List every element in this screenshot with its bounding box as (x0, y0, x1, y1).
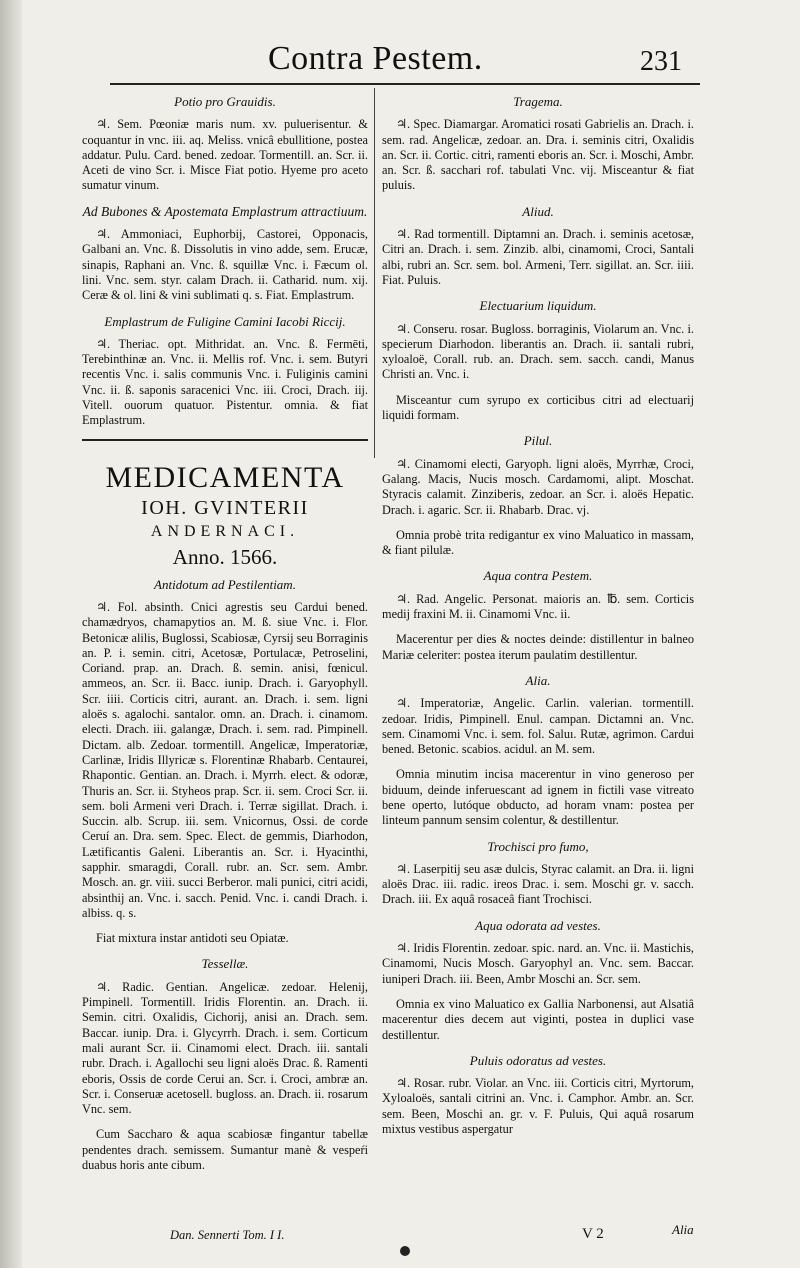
section-heading: Ad Bubones & Apostemata Emplastrum attractiuum. (82, 203, 368, 219)
section-heading: Aqua contra Pestem. (483, 568, 593, 584)
column-divider (374, 88, 375, 458)
recipe-paragraph: ♃. Cinamomi electi, Garyoph. ligni aloës, Myrrhæ, Croci, Galang. Macis, Nucis mosch. Cardamomi, alipt. Moschat. Styracis calamit. Zinziberis, zedoar. an Scr. i. aloës Hepatic. Drach. i. agaric. Scr. ii. Rhabarb. Drac. vj. (382, 456, 694, 517)
section-heading: Alia. (525, 672, 551, 688)
section-heading: Trochisci pro fumo, (487, 838, 589, 854)
section-heading: Aliud. (522, 203, 554, 219)
catchword: Alia (672, 1222, 694, 1237)
recipe-paragraph: Omnia probè trita redigantur ex vino Maluatico in massam, & fiant pilulæ. (382, 527, 694, 558)
section-heading: Puluis odoratus ad vestes. (469, 1052, 607, 1068)
recipe-paragraph: Macerentur per dies & noctes deinde: distillentur in balneo Mariæ celeriter: postea iterum paulatim destillentur. (382, 632, 694, 662)
recipe-paragraph: ♃. Sem. Pœoniæ maris num. xv. puluerisentur. & coquantur in vnc. iii. aq. Meliss. vnicâ ebullitione, postea addatur. Pulu. Card. bened. zedoar. Tormentill. an. Scr. ii. Aceti de vino Scr. i. Misce Fiat potio. Hyeme pro aceto sumatur vinum. (82, 117, 368, 193)
recipe-paragraph: ♃. Theriac. opt. Mithridat. an. Vnc. ß. Fermēti, Terebinthinæ an. Vnc. ii. Mellis rof. Vnc. i. sem. Butyri recentis Vnc. i. salis communis Vnc. i. Fuliginis camini Vnc. ii. ß. saponis saracenici Vnc. iii. Croci, Drach. iij. Vitell. ouorum quatuor. Pistentur. omnia. & fiat Emplastrum. (82, 336, 368, 428)
section-heading: Pilul. (523, 433, 553, 449)
section-heading: Tessellæ. (201, 956, 249, 972)
recipe-paragraph: Cum Saccharo & aqua scabiosæ fingantur tabellæ pendentes drach. semissem. Sumantur manè & vespeŕi duabus horis ante cibum. (82, 1127, 368, 1173)
recipe-paragraph: ♃. Rad tormentill. Diptamni an. Drach. i. seminis acetosæ, Citri an. Drach. i. sem. Zinzib. albi, cinamomi, Croci, Santali albi, rubri an. Scr. sem. bol. Armeni, Terr. sigillat. an. Scr. iiii. Fiat. Puluis. (382, 227, 694, 287)
signature-mark: V 2 (582, 1226, 604, 1242)
recipe-paragraph: ♃. Radic. Gentian. Angelicæ. zedoar. Helenij, Pimpinell. Tormentill. Iridis Florentin. an. Drach. ii. Semin. citri. Oxalidis, Cichorij, anisi an. Drach. sem. Baccar. iunip. Dra. i. Glycyrrh. Drach. i. sem. Corticum mali aurant Scr. ii. Cinamomi elect. Drach. iii. santali rubr. Drach. i. Agallochi seu ligni aloës Drac. ß. Ramenti eboris, Ossis de corde Cerui an. Scr. i. Croci, ambræ an. Scr. i. Conseruæ acetosell. bugloss. an. Drach. ii. rosarum Vnc. sem. (82, 979, 368, 1117)
page-number: 231 (640, 46, 682, 77)
recipe-paragraph: ♃. Fol. absinth. Cnici agrestis seu Cardui bened. chamædryos, chamapytios an. M. ß. siue Vnc. i. Flor. Betonicæ alilis, Buglossi, Scabiosæ, Cyrsij seu Borraginis an. P. i. semin. citri, Acetosæ, Portulacæ, Petroselini, Coriand. prap. an. Drach. ß. semin. anisi, fœnicul. ammeos, an. Scr. ii. Bacc. iunip. Drach. i. Garyophyll. Scr. iiii. Corticis citri, aurant. an. Drach. i. sem. ligni aloës s. agalochi. santalor. omn. an. Drach. i. cinamom. electi. Drach. iii. galangæ, Drach. i. sem. rad. Pimpinell. Dictam. alb. Zedoar. tormentill. Angelicæ, Imperatoriæ, Carlinæ, Iridis Illyricæ s. Florentinæ Rhabarb. Centaurei, Rhapontic. Gentian. an. Drach. i. Myrrh. elect. & odoræ, Thuris an. Scr. ii. Styheos prap. Scr. ii. sem. Croci Scr. ii. sem. boli Armeni veri Drach. i. Terræ sigillat. Drach. i. Succin. alb. Scrup. iii. sem. Vnicornus, Ossi. de corde Ceruí an. Dra. sem. Spec. Elect. de gemmis, Diarhodon, Lætificantis Galeni. Liberantis an. Scr. i. Hyacinthi, sapphir. smaragdi, Corall. rubr. an. Scr. sem. Ambr. Mosch. an. gr. viii. succi Berberor. mali punici, citri acidi, absinthij an. Vnc. i. sacch. Penid. Vnc. i. candi Drach. i. albiss. q. s. (82, 599, 368, 920)
recipe-paragraph: ♃. Rosar. rubr. Violar. an Vnc. iii. Corticis citri, Myrtorum, Xyloaloës, santali citrini an. Vnc. i. Camphor. Ambr. an. Scr. sem. Been, Moschi an. gr. v. F. Puluis, Qui aquâ rosarum mixtus vestibus aspergatur (382, 1076, 694, 1137)
page-title: Contra Pestem. (268, 40, 483, 77)
year-line: Anno. 1566. (172, 544, 278, 569)
recipe-paragraph: Fiat mixtura instar antidoti seu Opiatæ. (96, 931, 289, 946)
author-name: IOH. GVINTERII (141, 496, 309, 519)
section-heading: Aqua odorata ad vestes. (475, 917, 601, 933)
recipe-paragraph: Misceantur cum syrupo ex corticibus citri ad electuarij liquidi formam. (382, 392, 694, 423)
recipe-paragraph: Omnia minutim incisa macerentur in vino generoso per biduum, deinde inferuescant ad ignem in fictili vase vitreato bene operto, lutóque obducto, ad horam vnam: postea per linteum pannum sensim colentur, & destillentur. (382, 767, 694, 828)
section-rule (82, 439, 368, 441)
recipe-paragraph: ♃. Ammoniaci, Euphorbij, Castorei, Opponacis, Galbani an. Vnc. ß. Dissolutis in vino adde, sem. Erucæ, sinapis, Raphani an. Vnc. ß. squillæ Vnc. i. Fæcum ol. lini. Vnc. sem. styr. calam Drach. ii. Catharid. num. xij. Ceræ & ol. lini & vini sublimati q. s. Fiat. Emplastrum. (82, 227, 368, 303)
binding-hole-dot (400, 1246, 410, 1256)
header-rule (110, 83, 700, 85)
page-gutter-shadow (0, 0, 22, 1268)
recipe-paragraph: ♃. Imperatoriæ, Angelic. Carlin. valerian. tormentill. zedoar. Iridis, Pimpinell. Enul. campan. Dictamni an. Vnc. sem. Cinamomi Vnc. i. sem. fol. Saluı. Rutæ, agrimon. Cardui bened. Betonic. scabios. acidul. an M. sem. (382, 696, 694, 757)
section-heading: Emplastrum de Fuligine Camini Iacobi Riccij. (104, 313, 346, 329)
footer-reference: Dan. Sennerti Tom. I I. (170, 1228, 285, 1242)
section-heading: Tragema. (513, 94, 563, 109)
left-column (82, 88, 368, 1183)
right-column (382, 88, 694, 1147)
recipe-paragraph: ♃. Conseru. rosar. Bugloss. borraginis, Violarum an. Vnc. i. specierum Diarhodon. liberantis an. Drach. ii. santali rubri, xyloaloë, Corall. rub. an. Drach. sem. sacch. candi, Manus Christi an. Vnc. i. (382, 321, 694, 382)
recipe-paragraph: Omnia ex vino Maluatico ex Gallia Narbonensi, aut Alsatiâ macerentur dies decem aut viginti, postea in duplici vase destillentur. (382, 996, 694, 1042)
recipe-paragraph: ♃. Spec. Diamargar. Aromatici rosati Gabrielis an. Drach. i. sem. rad. Angelicæ, zedoar. an. Dra. i. seminis citri, Oxalidis an. Scr. ii. Cortic. citri, ramenti eboris an. Scr. i. Moschi, Ambr. an. Scr. ß. sacchari rof. tabulati Vnc. vij. Misceantur & fiat puluis. (382, 117, 694, 193)
author-place: ANDERNACI. (150, 522, 300, 540)
recipe-paragraph: ♃. Rad. Angelic. Personat. maioris an. ℔. sem. Corticis medij fraxini M. ii. Cinamomi Vnc. ii. (382, 591, 694, 622)
recipe-paragraph: ♃. Iridis Florentin. zedoar. spic. nard. an. Vnc. ii. Mastichis, Cinamomi, Nucis Mosch. Garyophyl an. Vnc. sem. Baccar. iuniperi Drach. iii. Been, Ambr Moschi an. Scr. sem. (382, 941, 694, 986)
recipe-paragraph: ♃. Laserpitij seu asæ dulcis, Styrac calamit. an Dra. ii. ligni aloës Drac. iii. radic. ireos Drac. i. sem. Moschi gr. v. sacch. Drach. iii. Ex aquâ rosaceâ fiant Trochisci. (382, 861, 694, 907)
section-heading: Potio pro Grauidis. (174, 94, 276, 109)
medicamenta-title-block (82, 461, 368, 571)
section-heading: Antidotum ad Pestilentiam. (154, 576, 296, 592)
section-heading: Electuarium liquidum. (479, 298, 597, 314)
medicamenta-title: MEDICAMENTA (105, 460, 345, 494)
